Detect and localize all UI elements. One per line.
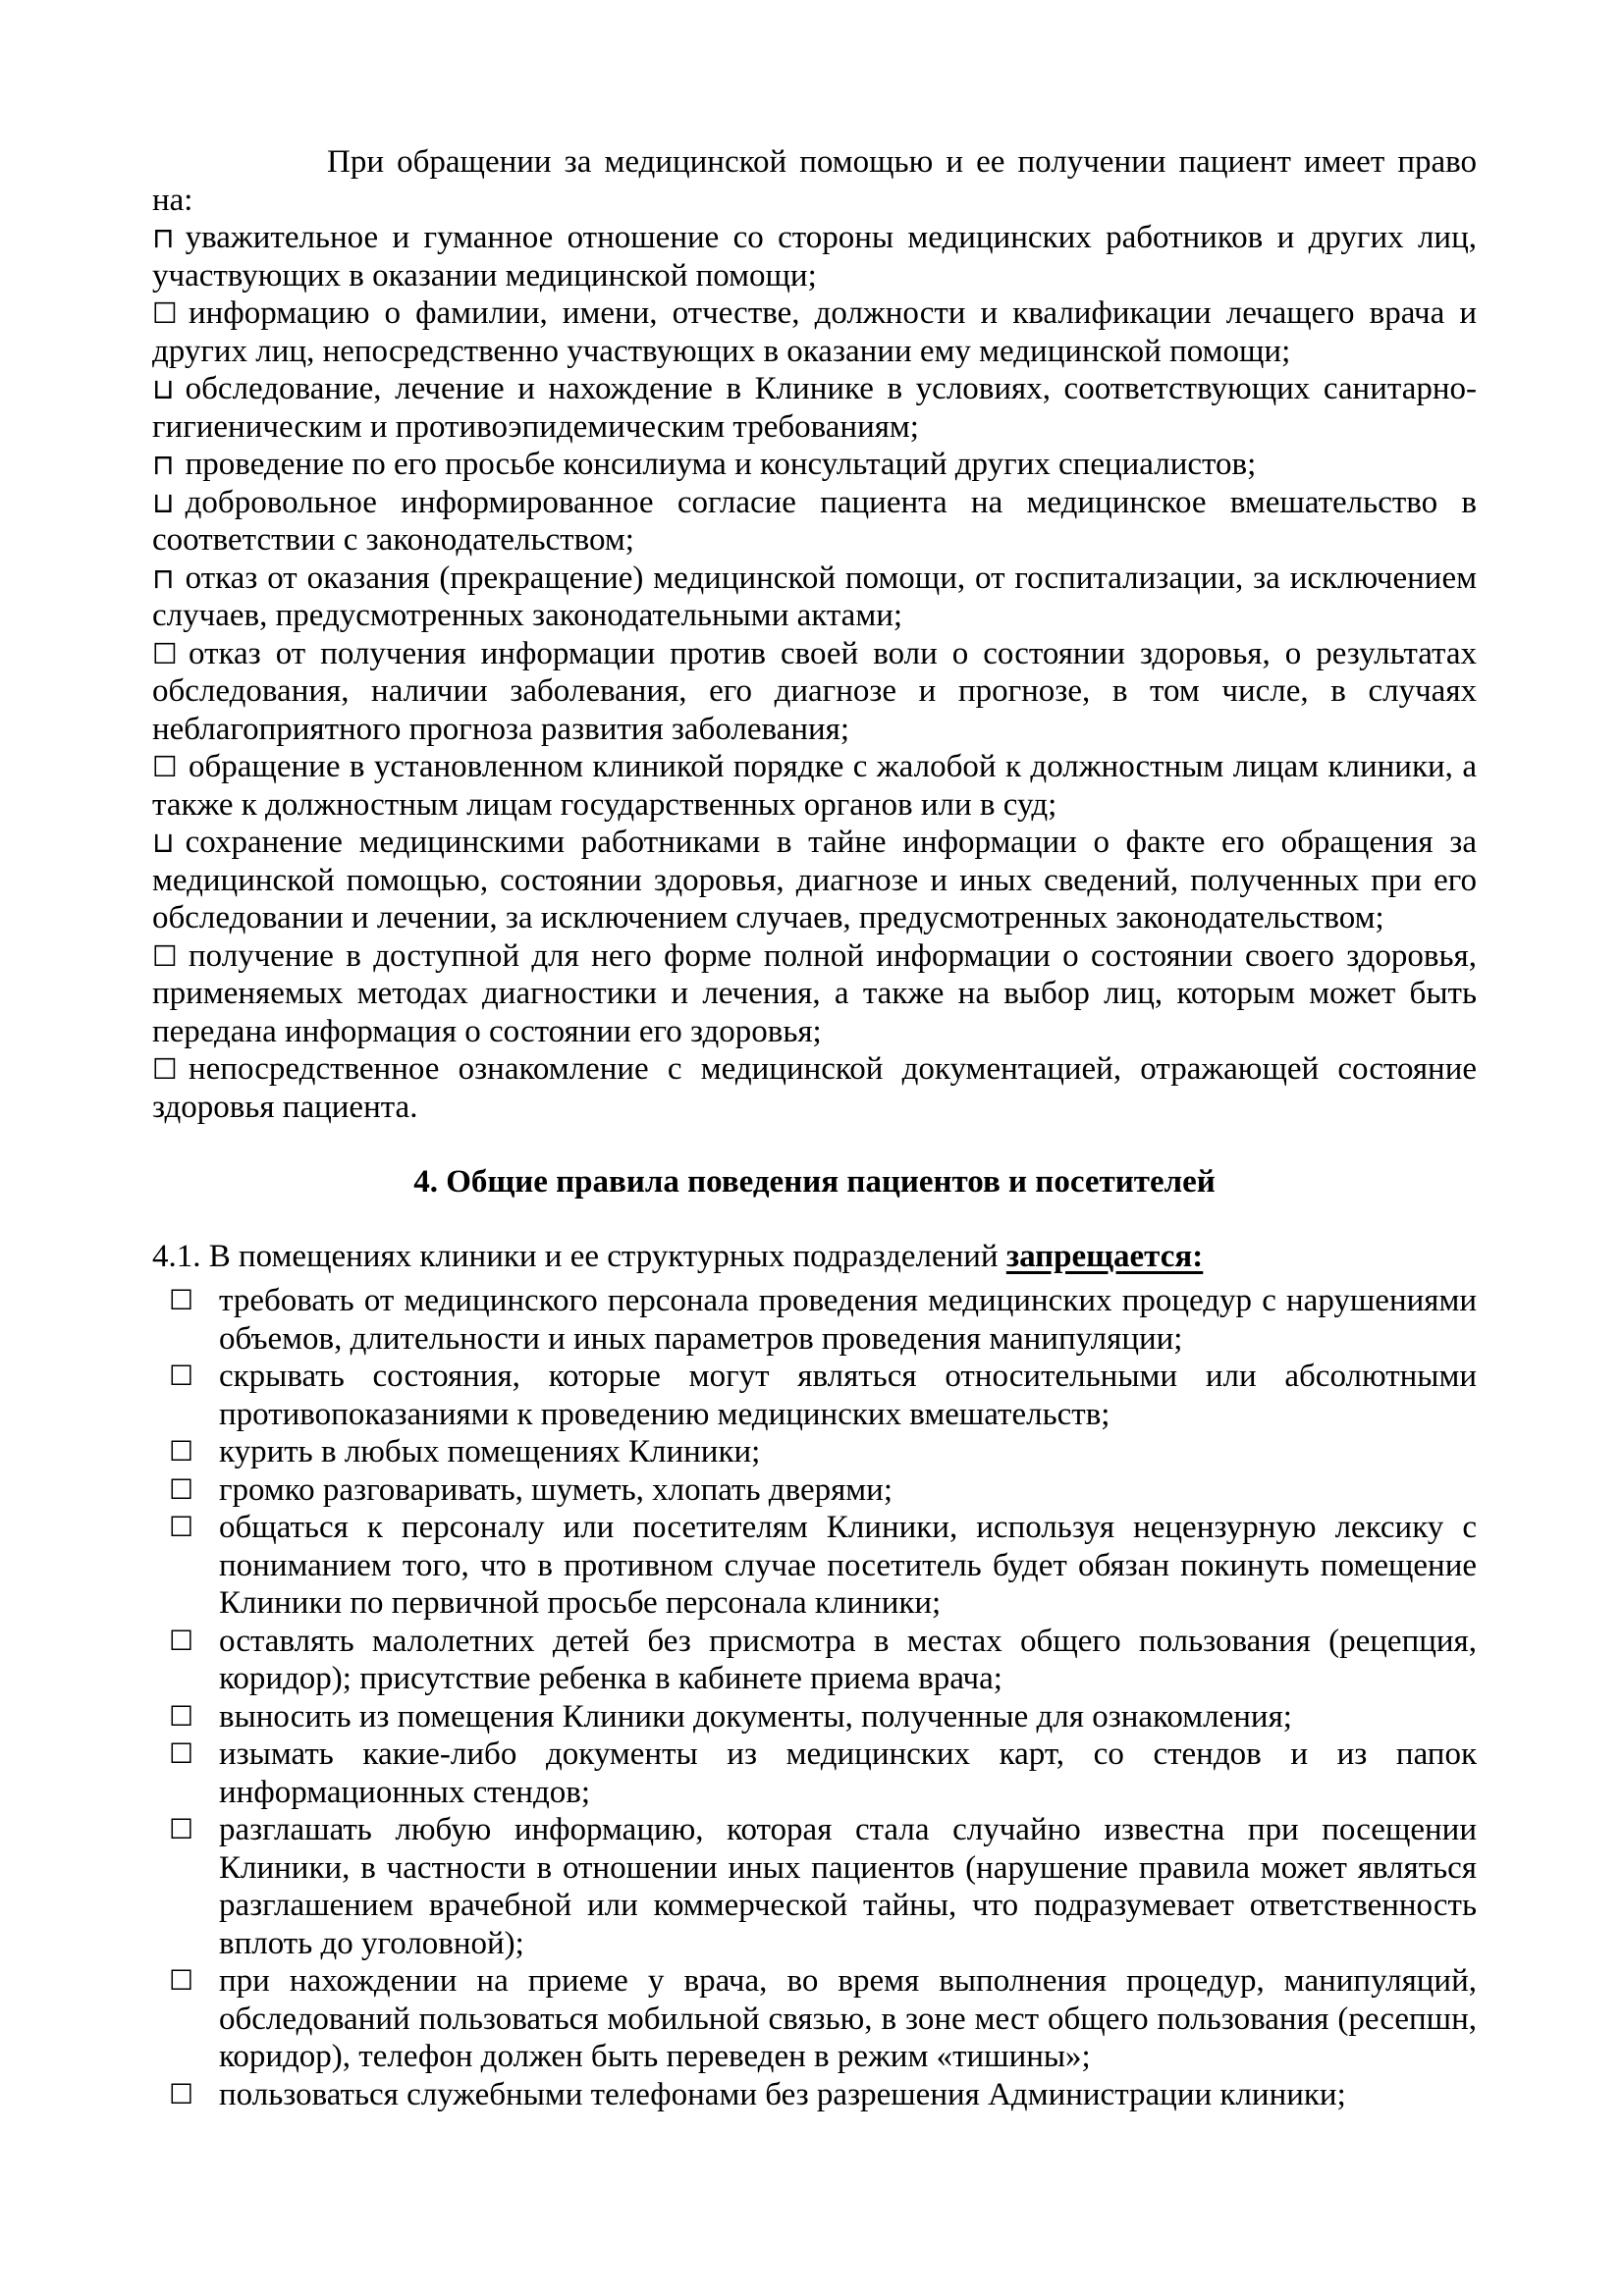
prohibited-list (152, 1282, 1477, 2113)
checkbox-bullet-icon: ⊓ (152, 221, 175, 254)
checkbox-bullet-icon: ☐ (169, 2077, 194, 2110)
rights-item (152, 635, 1477, 749)
rights-item-text: сохранение медицинскими работниками в тайне информации о факте его обращения за медицинской помощью, состоянии здоровья, диагнозе и иных сведений, полученных при его обследовании и лечении, за исключением случаев, предусмотренных законодательством; (152, 825, 1477, 935)
rights-item (152, 748, 1477, 824)
checkbox-bullet-icon: ☐ (169, 1813, 194, 1845)
checkbox-bullet-icon: ⊓ (152, 448, 175, 481)
checkbox-bullet-icon: ⊔ (152, 826, 175, 859)
rights-item (152, 484, 1477, 560)
rights-item (152, 219, 1477, 294)
section-heading: 4. Общие правила поведения пациентов и посетителей (413, 1164, 1216, 1200)
subsection-emphasis: запрещается: (1005, 1238, 1204, 1274)
rights-item (152, 1050, 1477, 1126)
checkbox-bullet-icon: ☐ (152, 938, 178, 973)
prohibited-item-text: курить в любых помещениях Клиники; (219, 1434, 761, 1469)
checkbox-bullet-icon: ☐ (169, 1435, 194, 1468)
prohibited-item-text: оставлять малолетних детей без присмотра в местах общего пользования (рецепция, коридор); присутствие ребенка в кабинете приема врача; (219, 1623, 1477, 1696)
prohibited-item (152, 1471, 1477, 1510)
rights-item-text: обследование, лечение и нахождение в Клинике в условиях, соответствующих санитарно-гигиеническим и противоэпидемическим требованиям; (152, 371, 1477, 445)
intro-paragraph: При обращении за медицинской помощью и ее получении пациент имеет право на: (152, 144, 1477, 218)
rights-item-text: информацию о фамилии, имени, отчестве, должности и квалификации лечащего врача и других лиц, непосредственно участвующих в оказании ему медицинской помощи; (152, 295, 1477, 369)
checkbox-bullet-icon: ☐ (152, 1052, 178, 1086)
rights-item-text: отказ от получения информации против своей воли о состоянии здоровья, о результатах обследования, наличии заболевания, его диагнозе и прогнозе, в том числе, в случаях неблагоприятного прогноза развития заболевания; (152, 635, 1477, 747)
checkbox-bullet-icon: ⊔ (152, 485, 175, 519)
prohibited-item-text: при нахождении на приеме у врача, во время выполнения процедур, манипуляций, обследований пользоваться мобильной связью, в зоне мест общего пользования (ресепшн, коридор), телефон должен быть переведен в режим «тишины»; (219, 1963, 1477, 2074)
prohibited-item (152, 1282, 1477, 1358)
checkbox-bullet-icon: ☐ (169, 1472, 194, 1506)
prohibited-item-text: пользоваться служебными телефонами без разрешения Администрации клиники; (219, 2076, 1346, 2112)
prohibited-item (152, 1735, 1477, 1811)
prohibited-item-text: скрывать состояния, которые могут являться относительными или абсолютными противопоказаниями к проведению медицинских вмешательств; (219, 1359, 1477, 1432)
prohibited-item-text: разглашать любую информацию, которая стала случайно известна при посещении Клиники, в частности в отношении иных пациентов (нарушение правила может являться разглашением врачебной или коммерческой тайны, что подразумевает ответственность вплоть до уголовной); (219, 1812, 1477, 1961)
rights-item-text: проведение по его просьбе консилиума и консультаций других специалистов; (185, 447, 1257, 482)
prohibited-item (152, 1698, 1477, 1736)
checkbox-bullet-icon: ☐ (152, 636, 178, 670)
checkbox-bullet-icon: ⊔ (152, 372, 175, 405)
rights-item-text: непосредственное ознакомление с медицинской документацией, отражающей состояние здоровья пациента. (152, 1051, 1477, 1125)
checkbox-bullet-icon: ☐ (169, 1511, 194, 1543)
rights-item (152, 937, 1477, 1051)
subsection-prefix: 4.1. В помещениях клиники и ее структурных подразделений (152, 1238, 1006, 1274)
prohibited-item (152, 1962, 1477, 2076)
prohibited-item-text: общаться к персоналу или посетителям Клиники, используя нецензурную лексику с пониманием того, что в противном случае посетитель будет обязан покинуть помещение Клиники по первичной просьбе персонала клиники; (219, 1510, 1477, 1621)
prohibited-item (152, 1811, 1477, 1962)
prohibited-item (152, 1358, 1477, 1433)
rights-item-text: получение в доступной для него форме полной информации о состоянии своего здоровья, применяемых методах диагностики и лечения, а также на выбор лиц, которым может быть передана информация о состоянии его здоровья; (152, 937, 1477, 1049)
rights-item (152, 824, 1477, 937)
checkbox-bullet-icon: ☐ (169, 1284, 194, 1316)
prohibited-item (152, 1433, 1477, 1471)
prohibited-item-text: требовать от медицинского персонала проведения медицинских процедур с нарушениями объемов, длительности и иных параметров проведения манипуляции; (219, 1283, 1477, 1357)
checkbox-bullet-icon: ☐ (169, 1360, 194, 1392)
checkbox-bullet-icon: ☐ (169, 1737, 194, 1770)
checkbox-bullet-icon: ⊓ (152, 561, 175, 595)
checkbox-bullet-icon: ☐ (152, 296, 178, 330)
rights-item (152, 370, 1477, 446)
rights-item-text: отказ от оказания (прекращение) медицинской помощи, от госпитализации, за исключением случаев, предусмотренных законодательными актами; (152, 560, 1477, 633)
checkbox-bullet-icon: ☐ (152, 750, 178, 783)
prohibited-item (152, 1509, 1477, 1623)
prohibited-item-text: изымать какие-либо документы из медицинских карт, со стендов и из папок информационных стендов; (219, 1736, 1477, 1810)
rights-item-text: уважительное и гуманное отношение со стороны медицинских работников и других лиц, участвующих в оказании медицинской помощи; (152, 220, 1477, 294)
prohibited-item (152, 1623, 1477, 1698)
rights-item (152, 446, 1477, 484)
checkbox-bullet-icon: ☐ (169, 1699, 194, 1733)
rights-item-text: добровольное информированное согласие пациента на медицинское вмешательство в соответствии с законодательством; (152, 484, 1477, 558)
checkbox-bullet-icon: ☐ (169, 1624, 194, 1657)
rights-item-text: обращение в установленном клиникой порядке с жалобой к должностным лицам клиники, а также к должностным лицам государственных органов или в суд; (152, 749, 1477, 823)
prohibited-item (152, 2076, 1477, 2114)
prohibited-item-text: громко разговаривать, шуметь, хлопать дверями; (219, 1471, 893, 1508)
prohibited-item-text: выносить из помещения Клиники документы, полученные для ознакомления; (219, 1698, 1292, 1735)
rights-item (152, 294, 1477, 370)
subsection-heading (152, 1238, 1477, 1276)
rights-item (152, 560, 1477, 635)
checkbox-bullet-icon: ☐ (169, 1964, 194, 1997)
